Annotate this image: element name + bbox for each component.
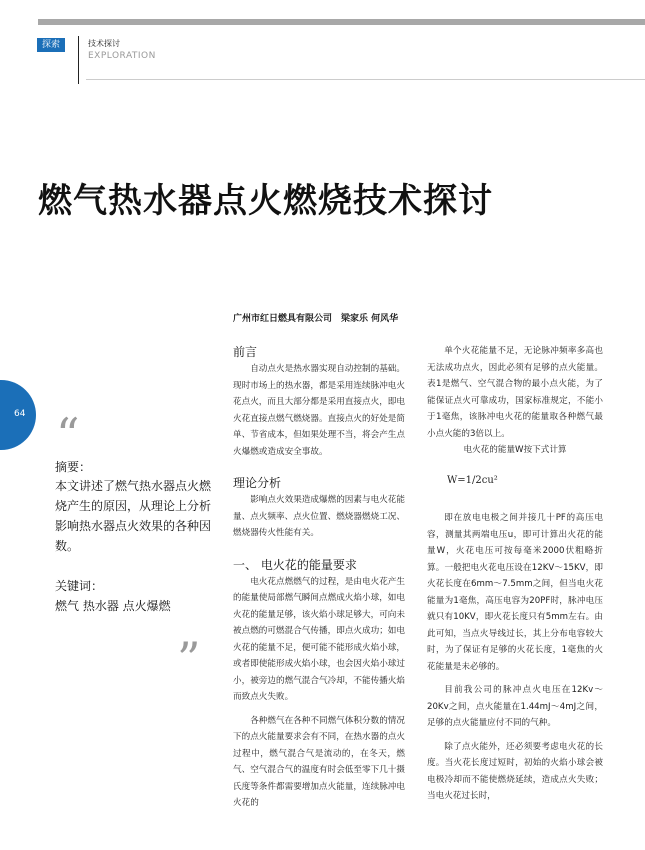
paragraph-a: 单个火花能量不足，无论脉冲频率多高也无法成功点火，因此必须有足够的点火能量。表1是燃气、空气混合物的最小点火能，为了能保证点火可靠成功，国家标准规定，不能小于1毫焦，该脉冲电火花的能量取各种燃气最小点火能的3倍以上。 (427, 346, 603, 439)
paragraph-energy-1: 电火花点燃燃气的过程，是由电火花产生的能量使局部燃气瞬间点燃成火焰小球，如电火花的能量足够，该火焰小球足够大，可向未被点燃的可燃混合气传播，即点火成功；如电火花的能量不足，便可能不能形成火焰小球，或者即使能形成火焰小球，也会因火焰小球过小，被旁边的燃气混合气冷却，不能传播火焰而致点火失败。 (233, 576, 405, 702)
page-number: 64 (14, 409, 26, 419)
paragraph-intro: 自动点火是热水器实现自动控制的基础。现时市场上的热水器，都是采用连续脉冲电火花点火，而且大部分都是采用直接点火，即电火花直接点燃气燃烧器。直接点火的好处是简单、节省成本，但如果处理不当，将会产生点火爆燃或造成安全事故。 (233, 364, 405, 457)
heading-energy: 一、 电火花的能量要求 (233, 557, 357, 572)
heading-theory: 理论分析 (233, 476, 282, 490)
article-title: 燃气热水器点火燃烧技术探讨 (38, 181, 493, 221)
body-column-left (233, 343, 405, 812)
close-quote-icon: ” (177, 632, 201, 686)
paragraph-energy-2: 各种燃气在各种不同燃气体积分数的情况下的点火能量要求会有不同，在热水器的点火过程中，燃气混合气是流动的，在冬天，燃气、空气混合气的温度有时会低至零下几十摄氏度等条件都需要增加点火能量，连续脉冲电火花的 (233, 715, 405, 808)
section-tag: 探索 (37, 38, 65, 52)
paragraph-e: 除了点火能外，还必须要考虑电火花的长度。当火花长度过短时，初始的火焰小球会被电极冷却而不能使燃烧延续，造成点火失败；当电火花过长时， (427, 741, 603, 801)
open-quote-icon: “ (56, 408, 80, 462)
energy-formula: W=1/2cu² (447, 474, 498, 486)
keywords-text: 燃气 热水器 点火爆燃 (55, 599, 171, 613)
header-divider (78, 36, 79, 84)
keywords-label: 关键词： (55, 579, 104, 593)
abstract-label: 摘要： (55, 460, 92, 474)
top-rule (38, 19, 645, 25)
body-column-right (427, 343, 603, 805)
paragraph-formula-intro: 电火花的能量W按下式计算 (463, 445, 567, 455)
header-rule (86, 79, 645, 80)
paragraph-theory: 影响点火效果造成爆燃的因素与电火花能量、点火频率、点火位置、燃烧器燃烧工况、燃烧器传火性能有关。 (233, 495, 405, 538)
paragraph-c: 即在放电电极之间并接几十PF的高压电容，测量其两端电压u，即可计算出火花的能量W，火花电压可按每毫米2000伏粗略折算。一般把电火花电压设在12KV～15KV，即火花长度在6mm～7.5mm之间，但当电火花能量为1毫焦，高压电容为20PF时，脉冲电压就只有10KV，即火花长度只有5mm左右。由此可知，当点火导线过长，其上分布电容较大时，为了保证有足够的火花长度，1毫焦的火花能量是未必够的。 (427, 513, 603, 672)
section-name-cn: 技术探讨 (88, 39, 120, 48)
paragraph-d: 目前我公司的脉冲点火电压在12Kv～20Kv之间，点火能量在1.44mJ～4mJ之间，足够的点火能量应付不同的气种。 (427, 685, 603, 728)
author-line: 广州市红日燃具有限公司 梁家乐 何风华 (233, 314, 399, 324)
section-name-en: EXPLORATION (88, 51, 156, 61)
heading-intro: 前言 (233, 345, 258, 359)
abstract-text: 本文讲述了燃气热水器点火燃烧产生的原因，从理论上分析影响热水器点火效果的各种因数。 (55, 479, 212, 553)
